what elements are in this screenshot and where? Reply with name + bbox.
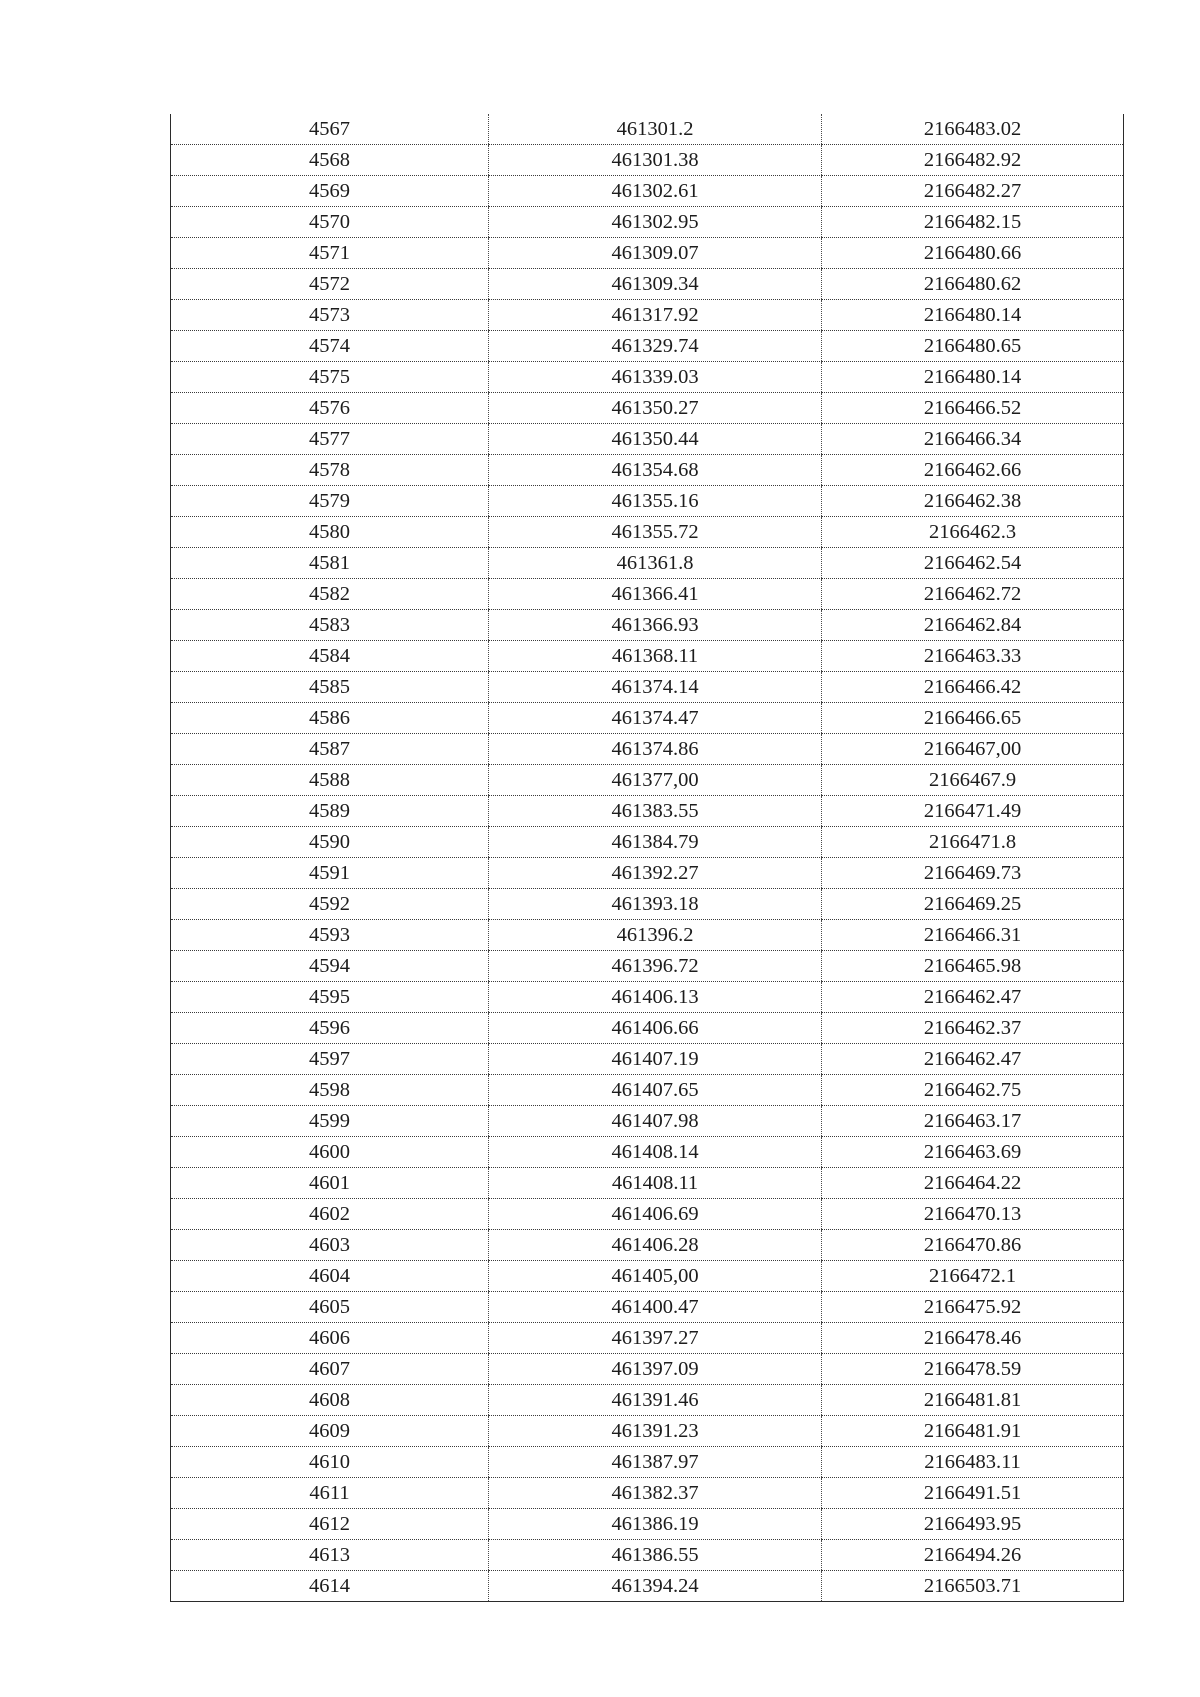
table-row — [171, 1354, 1124, 1385]
point-number-cell: 4593 — [171, 920, 489, 951]
table-row — [171, 1385, 1124, 1416]
y-coordinate-cell: 2166467,00 — [822, 734, 1124, 765]
y-coordinate-cell: 2166483.11 — [822, 1447, 1124, 1478]
x-coordinate-cell: 461366.93 — [489, 610, 822, 641]
point-number-cell: 4572 — [171, 269, 489, 300]
x-coordinate-cell: 461400.47 — [489, 1292, 822, 1323]
x-coordinate-cell: 461406.13 — [489, 982, 822, 1013]
point-number-cell: 4568 — [171, 145, 489, 176]
x-coordinate-cell: 461368.11 — [489, 641, 822, 672]
y-coordinate-cell: 2166466.42 — [822, 672, 1124, 703]
point-number-cell: 4600 — [171, 1137, 489, 1168]
y-coordinate-cell: 2166480.65 — [822, 331, 1124, 362]
y-coordinate-cell: 2166481.81 — [822, 1385, 1124, 1416]
point-number-cell: 4583 — [171, 610, 489, 641]
table-row — [171, 424, 1124, 455]
table-row — [171, 1168, 1124, 1199]
point-number-cell: 4570 — [171, 207, 489, 238]
y-coordinate-cell: 2166480.14 — [822, 300, 1124, 331]
table-row — [171, 114, 1124, 145]
y-coordinate-cell: 2166466.65 — [822, 703, 1124, 734]
y-coordinate-cell: 2166462.37 — [822, 1013, 1124, 1044]
table-row — [171, 176, 1124, 207]
point-number-cell: 4607 — [171, 1354, 489, 1385]
table-row — [171, 1044, 1124, 1075]
x-coordinate-cell: 461391.46 — [489, 1385, 822, 1416]
point-number-cell: 4598 — [171, 1075, 489, 1106]
point-number-cell: 4578 — [171, 455, 489, 486]
point-number-cell: 4567 — [171, 114, 489, 145]
x-coordinate-cell: 461392.27 — [489, 858, 822, 889]
point-number-cell: 4594 — [171, 951, 489, 982]
point-number-cell: 4586 — [171, 703, 489, 734]
y-coordinate-cell: 2166462.47 — [822, 1044, 1124, 1075]
point-number-cell: 4612 — [171, 1509, 489, 1540]
coordinates-table-body — [171, 114, 1124, 1602]
x-coordinate-cell: 461302.61 — [489, 176, 822, 207]
point-number-cell: 4569 — [171, 176, 489, 207]
y-coordinate-cell: 2166463.69 — [822, 1137, 1124, 1168]
y-coordinate-cell: 2166491.51 — [822, 1478, 1124, 1509]
table-row — [171, 362, 1124, 393]
x-coordinate-cell: 461407.98 — [489, 1106, 822, 1137]
y-coordinate-cell: 2166462.3 — [822, 517, 1124, 548]
y-coordinate-cell: 2166478.46 — [822, 1323, 1124, 1354]
table-row — [171, 982, 1124, 1013]
table-row — [171, 393, 1124, 424]
y-coordinate-cell: 2166465.98 — [822, 951, 1124, 982]
table-row — [171, 951, 1124, 982]
y-coordinate-cell: 2166472.1 — [822, 1261, 1124, 1292]
x-coordinate-cell: 461350.44 — [489, 424, 822, 455]
table-row — [171, 1571, 1124, 1602]
x-coordinate-cell: 461350.27 — [489, 393, 822, 424]
point-number-cell: 4582 — [171, 579, 489, 610]
point-number-cell: 4597 — [171, 1044, 489, 1075]
x-coordinate-cell: 461374.14 — [489, 672, 822, 703]
y-coordinate-cell: 2166483.02 — [822, 114, 1124, 145]
table-row — [171, 1230, 1124, 1261]
y-coordinate-cell: 2166462.66 — [822, 455, 1124, 486]
y-coordinate-cell: 2166478.59 — [822, 1354, 1124, 1385]
y-coordinate-cell: 2166467.9 — [822, 765, 1124, 796]
y-coordinate-cell: 2166462.47 — [822, 982, 1124, 1013]
y-coordinate-cell: 2166463.33 — [822, 641, 1124, 672]
table-row — [171, 331, 1124, 362]
point-number-cell: 4614 — [171, 1571, 489, 1602]
x-coordinate-cell: 461301.38 — [489, 145, 822, 176]
x-coordinate-cell: 461309.07 — [489, 238, 822, 269]
point-number-cell: 4581 — [171, 548, 489, 579]
point-number-cell: 4604 — [171, 1261, 489, 1292]
x-coordinate-cell: 461339.03 — [489, 362, 822, 393]
x-coordinate-cell: 461309.34 — [489, 269, 822, 300]
point-number-cell: 4588 — [171, 765, 489, 796]
x-coordinate-cell: 461301.2 — [489, 114, 822, 145]
point-number-cell: 4613 — [171, 1540, 489, 1571]
x-coordinate-cell: 461302.95 — [489, 207, 822, 238]
x-coordinate-cell: 461366.41 — [489, 579, 822, 610]
x-coordinate-cell: 461397.09 — [489, 1354, 822, 1385]
x-coordinate-cell: 461397.27 — [489, 1323, 822, 1354]
point-number-cell: 4574 — [171, 331, 489, 362]
y-coordinate-cell: 2166462.84 — [822, 610, 1124, 641]
point-number-cell: 4596 — [171, 1013, 489, 1044]
point-number-cell: 4571 — [171, 238, 489, 269]
point-number-cell: 4606 — [171, 1323, 489, 1354]
y-coordinate-cell: 2166466.52 — [822, 393, 1124, 424]
point-number-cell: 4587 — [171, 734, 489, 765]
table-row — [171, 1292, 1124, 1323]
point-number-cell: 4592 — [171, 889, 489, 920]
y-coordinate-cell: 2166493.95 — [822, 1509, 1124, 1540]
x-coordinate-cell: 461355.16 — [489, 486, 822, 517]
x-coordinate-cell: 461374.47 — [489, 703, 822, 734]
x-coordinate-cell: 461384.79 — [489, 827, 822, 858]
x-coordinate-cell: 461406.69 — [489, 1199, 822, 1230]
point-number-cell: 4608 — [171, 1385, 489, 1416]
table-row — [171, 1478, 1124, 1509]
table-row — [171, 610, 1124, 641]
y-coordinate-cell: 2166482.92 — [822, 145, 1124, 176]
table-row — [171, 207, 1124, 238]
x-coordinate-cell: 461393.18 — [489, 889, 822, 920]
table-row — [171, 920, 1124, 951]
point-number-cell: 4575 — [171, 362, 489, 393]
point-number-cell: 4580 — [171, 517, 489, 548]
table-row — [171, 1106, 1124, 1137]
y-coordinate-cell: 2166503.71 — [822, 1571, 1124, 1602]
x-coordinate-cell: 461383.55 — [489, 796, 822, 827]
table-row — [171, 765, 1124, 796]
x-coordinate-cell: 461408.14 — [489, 1137, 822, 1168]
point-number-cell: 4579 — [171, 486, 489, 517]
point-number-cell: 4595 — [171, 982, 489, 1013]
table-row — [171, 858, 1124, 889]
y-coordinate-cell: 2166480.14 — [822, 362, 1124, 393]
x-coordinate-cell: 461387.97 — [489, 1447, 822, 1478]
table-row — [171, 1447, 1124, 1478]
table-row — [171, 889, 1124, 920]
x-coordinate-cell: 461361.8 — [489, 548, 822, 579]
point-number-cell: 4609 — [171, 1416, 489, 1447]
x-coordinate-cell: 461386.55 — [489, 1540, 822, 1571]
y-coordinate-cell: 2166463.17 — [822, 1106, 1124, 1137]
y-coordinate-cell: 2166470.86 — [822, 1230, 1124, 1261]
y-coordinate-cell: 2166462.54 — [822, 548, 1124, 579]
y-coordinate-cell: 2166471.49 — [822, 796, 1124, 827]
table-row — [171, 1540, 1124, 1571]
table-row — [171, 300, 1124, 331]
y-coordinate-cell: 2166469.73 — [822, 858, 1124, 889]
table-row — [171, 1261, 1124, 1292]
table-row — [171, 1075, 1124, 1106]
x-coordinate-cell: 461408.11 — [489, 1168, 822, 1199]
table-row — [171, 1323, 1124, 1354]
point-number-cell: 4590 — [171, 827, 489, 858]
point-number-cell: 4602 — [171, 1199, 489, 1230]
table-row — [171, 455, 1124, 486]
table-row — [171, 1199, 1124, 1230]
table-row — [171, 827, 1124, 858]
y-coordinate-cell: 2166482.27 — [822, 176, 1124, 207]
point-number-cell: 4603 — [171, 1230, 489, 1261]
x-coordinate-cell: 461377,00 — [489, 765, 822, 796]
y-coordinate-cell: 2166482.15 — [822, 207, 1124, 238]
table-row — [171, 269, 1124, 300]
x-coordinate-cell: 461396.2 — [489, 920, 822, 951]
table-row — [171, 1013, 1124, 1044]
y-coordinate-cell: 2166481.91 — [822, 1416, 1124, 1447]
point-number-cell: 4577 — [171, 424, 489, 455]
table-row — [171, 238, 1124, 269]
table-row — [171, 517, 1124, 548]
table-row — [171, 486, 1124, 517]
y-coordinate-cell: 2166462.75 — [822, 1075, 1124, 1106]
x-coordinate-cell: 461329.74 — [489, 331, 822, 362]
point-number-cell: 4591 — [171, 858, 489, 889]
table-row — [171, 1416, 1124, 1447]
x-coordinate-cell: 461405,00 — [489, 1261, 822, 1292]
y-coordinate-cell: 2166494.26 — [822, 1540, 1124, 1571]
point-number-cell: 4605 — [171, 1292, 489, 1323]
table-row — [171, 796, 1124, 827]
table-row — [171, 703, 1124, 734]
y-coordinate-cell: 2166480.66 — [822, 238, 1124, 269]
y-coordinate-cell: 2166464.22 — [822, 1168, 1124, 1199]
point-number-cell: 4573 — [171, 300, 489, 331]
point-number-cell: 4601 — [171, 1168, 489, 1199]
table-row — [171, 548, 1124, 579]
point-number-cell: 4610 — [171, 1447, 489, 1478]
y-coordinate-cell: 2166471.8 — [822, 827, 1124, 858]
point-number-cell: 4585 — [171, 672, 489, 703]
y-coordinate-cell: 2166466.34 — [822, 424, 1124, 455]
x-coordinate-cell: 461406.28 — [489, 1230, 822, 1261]
point-number-cell: 4611 — [171, 1478, 489, 1509]
table-row — [171, 734, 1124, 765]
table-row — [171, 145, 1124, 176]
y-coordinate-cell: 2166475.92 — [822, 1292, 1124, 1323]
table-row — [171, 672, 1124, 703]
y-coordinate-cell: 2166466.31 — [822, 920, 1124, 951]
table-row — [171, 641, 1124, 672]
table-row — [171, 1509, 1124, 1540]
x-coordinate-cell: 461317.92 — [489, 300, 822, 331]
x-coordinate-cell: 461382.37 — [489, 1478, 822, 1509]
x-coordinate-cell: 461391.23 — [489, 1416, 822, 1447]
x-coordinate-cell: 461406.66 — [489, 1013, 822, 1044]
table-row — [171, 579, 1124, 610]
point-number-cell: 4576 — [171, 393, 489, 424]
y-coordinate-cell: 2166480.62 — [822, 269, 1124, 300]
x-coordinate-cell: 461386.19 — [489, 1509, 822, 1540]
x-coordinate-cell: 461374.86 — [489, 734, 822, 765]
x-coordinate-cell: 461394.24 — [489, 1571, 822, 1602]
y-coordinate-cell: 2166462.72 — [822, 579, 1124, 610]
point-number-cell: 4589 — [171, 796, 489, 827]
y-coordinate-cell: 2166462.38 — [822, 486, 1124, 517]
point-number-cell: 4599 — [171, 1106, 489, 1137]
x-coordinate-cell: 461396.72 — [489, 951, 822, 982]
y-coordinate-cell: 2166469.25 — [822, 889, 1124, 920]
point-number-cell: 4584 — [171, 641, 489, 672]
x-coordinate-cell: 461355.72 — [489, 517, 822, 548]
x-coordinate-cell: 461354.68 — [489, 455, 822, 486]
x-coordinate-cell: 461407.19 — [489, 1044, 822, 1075]
table-row — [171, 1137, 1124, 1168]
coordinates-table — [170, 114, 1124, 1602]
y-coordinate-cell: 2166470.13 — [822, 1199, 1124, 1230]
x-coordinate-cell: 461407.65 — [489, 1075, 822, 1106]
